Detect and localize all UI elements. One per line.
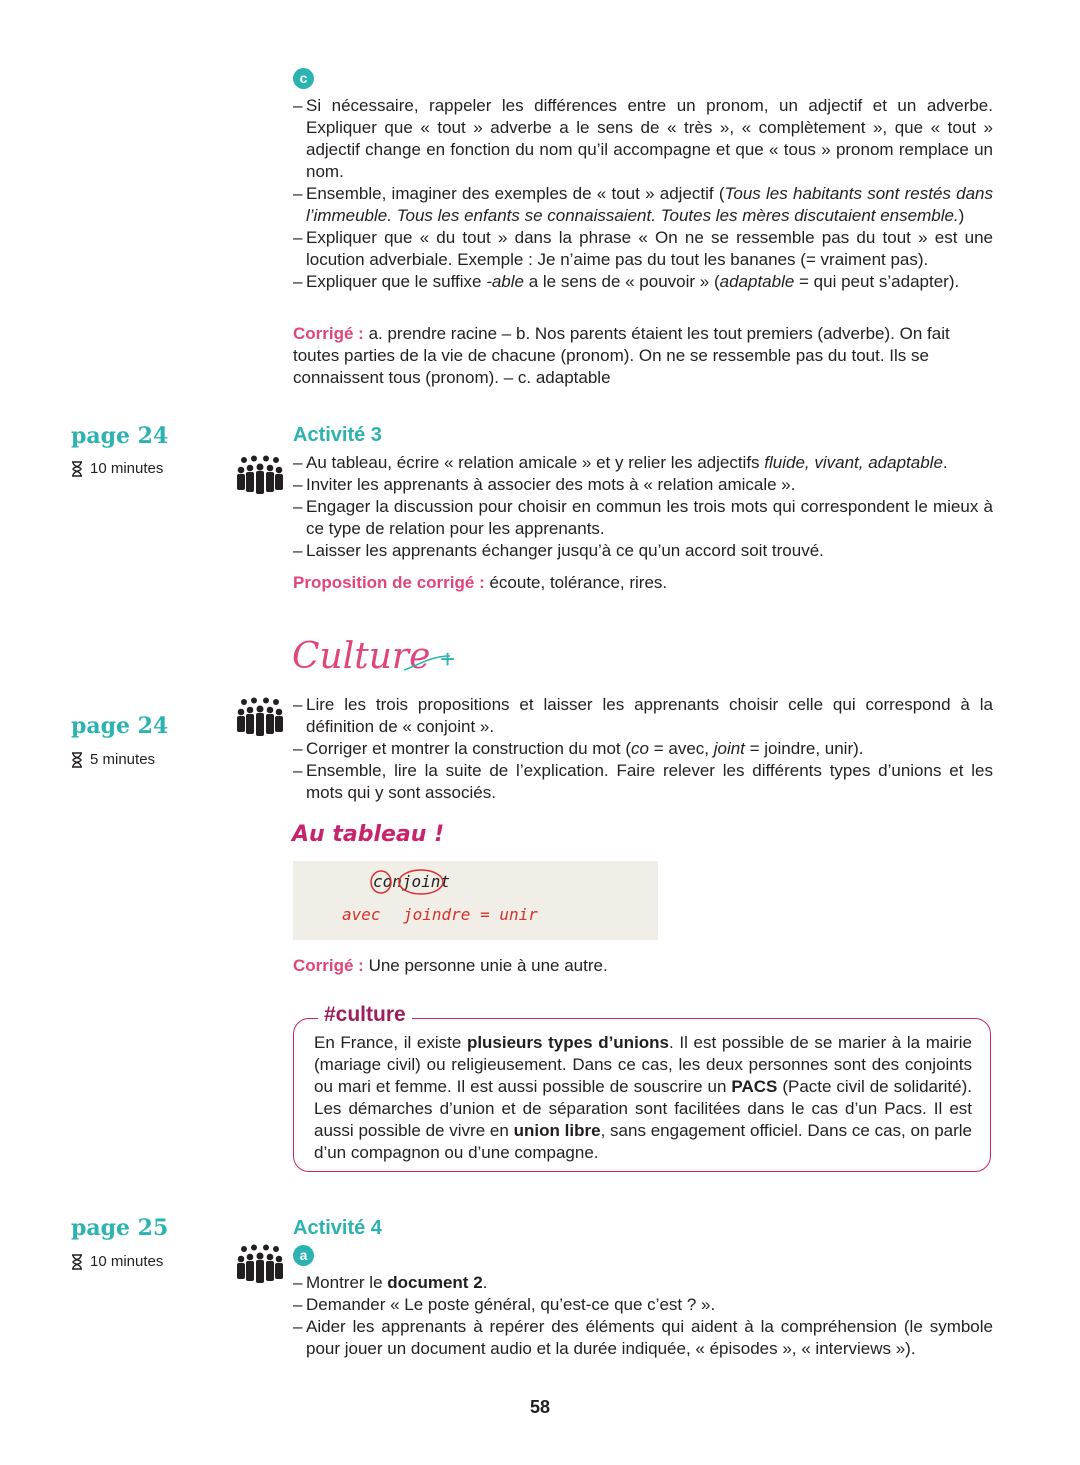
text-run: (Pacte civil de solidarité). Les démarches d’union et de séparation sont facilitées dans le cas d’un Pacs. Il est aussi possible de vivre en xyxy=(314,1077,972,1140)
page-ref-activite4: page 25 xyxy=(71,1215,169,1241)
hourglass-icon xyxy=(71,752,83,768)
list-item: – Lire les trois propositions et laisser les apprenants choisir celle qui correspond à la définition de « conjoint ». xyxy=(293,694,993,738)
activite3-proposition xyxy=(293,572,993,594)
duration-text: 5 minutes xyxy=(90,751,156,768)
text-run: Montrer le xyxy=(306,1273,388,1292)
board-word: conjoint xyxy=(373,872,451,891)
text-run: . xyxy=(482,1273,488,1292)
page-ref-activite3: page 24 xyxy=(71,423,169,449)
proposition-label: Proposition de corrigé : xyxy=(293,573,485,592)
board-right: joindre = unir xyxy=(403,905,538,924)
page-number: 58 xyxy=(529,1397,551,1417)
culture-list xyxy=(293,694,993,804)
culture-box-text xyxy=(314,1032,972,1164)
section-c-badge: c xyxy=(293,68,314,89)
culture-title-text: Culture xyxy=(292,636,431,677)
text-bold: union libre xyxy=(513,1121,601,1140)
group-work-icon xyxy=(236,455,284,495)
culture-corrige xyxy=(293,955,993,977)
list-item: – Expliquer que « du tout » dans la phrase « On ne se ressemble pas du tout » est une locution adverbiale. Exemple : Je n’aime pas du tout les bananes (= vraiment pas). xyxy=(293,227,993,271)
corrige-text: Une personne unie à une autre. xyxy=(363,956,608,975)
text-run: , sans engagement officiel. Dans ce cas, on parle d’un compagnon ou d’une compagne. xyxy=(314,1121,972,1162)
corrige-label: Corrigé : xyxy=(293,956,364,975)
section-c-list xyxy=(293,95,993,293)
duration-text: 10 minutes xyxy=(90,1253,164,1270)
duration-activite4 xyxy=(71,1251,163,1273)
activity-title: Activité 3 xyxy=(293,424,382,446)
list-item: – Inviter les apprenants à associer des mots à « relation amicale ». xyxy=(293,474,993,496)
list-item: – Si nécessaire, rappeler les différences entre un pronom, un adjectif et un adverbe. Expliquer que « tout » adverbe a le sens de « très », « complètement », que « tout » adjectif change en fonction du nom qu’il accompagne et que « tous » pronom remplace un nom. xyxy=(293,95,993,183)
activite3-list xyxy=(293,452,993,562)
list-item: – Corriger et montrer la construction du mot (co = avec, joint = joindre, unir). xyxy=(293,738,993,760)
list-item: – Laisser les apprenants échanger jusqu’à ce qu’un accord soit trouvé. xyxy=(293,540,993,562)
text-bold: plusieurs types d’unions xyxy=(466,1033,670,1052)
text-bold: document 2 xyxy=(387,1273,483,1292)
list-item: – Engager la discussion pour choisir en commun les trois mots qui correspondent le mieux à ce type de relation pour les apprenants. xyxy=(293,496,993,540)
list-item xyxy=(293,1272,993,1294)
duration-culture xyxy=(71,749,155,771)
list-item: – Aider les apprenants à repérer des éléments qui aident à la compréhension (le symbole pour jouer un document audio et la durée indiquée, « épisodes », « interviews »). xyxy=(293,1316,993,1360)
duration-activite3 xyxy=(71,458,163,480)
group-work-icon xyxy=(236,697,284,737)
group-work-icon xyxy=(236,1244,284,1284)
page-ref-culture: page 24 xyxy=(71,713,169,739)
duration-text: 10 minutes xyxy=(90,460,164,477)
list-item: – Ensemble, lire la suite de l’explication. Faire relever les différents types d’unions et les mots qui y sont associés. xyxy=(293,760,993,804)
list-item: – Ensemble, imaginer des exemples de « tout » adjectif (Tous les habitants sont restés dans l’immeuble. Tous les enfants se connaissaient. Toutes les mères discutaient ensemble.) xyxy=(293,183,993,227)
culture-box-label: #culture xyxy=(318,1004,412,1026)
list-item: – Demander « Le poste général, qu’est-ce que c’est ? ». xyxy=(293,1294,993,1316)
culture-plus-title xyxy=(292,632,492,682)
corrige-text: a. prendre racine – b. Nos parents étaient les tout premiers (adverbe). On fait toutes parties de la vie de chacune (pronom). On ne se ressemble pas du tout. Ils se connaissent tous (pronom). – c. adaptable xyxy=(293,324,950,387)
hourglass-icon xyxy=(71,461,83,477)
section-c-corrige xyxy=(293,323,993,389)
text-bold: PACS xyxy=(731,1077,778,1096)
section-a-badge: a xyxy=(293,1245,314,1266)
text-run: . Il est possible de se marier à la mairie (mariage civil) ou religieusement. Dans ce cas, les deux personnes sont des conjoints ou mari et femme. Il est aussi possible de souscrire un xyxy=(314,1033,972,1096)
proposition-text: écoute, tolérance, rires. xyxy=(484,573,668,592)
board xyxy=(293,861,658,940)
hourglass-icon xyxy=(71,1254,83,1270)
board-heading: Au tableau ! xyxy=(292,822,445,847)
list-item: – Au tableau, écrire « relation amicale » et y relier les adjectifs fluide, vivant, adaptable. xyxy=(293,452,993,474)
activity-title: Activité 4 xyxy=(293,1217,382,1239)
culture-plus-sign: + xyxy=(440,644,456,674)
board-left: avec xyxy=(342,905,381,924)
activite4-list xyxy=(293,1272,993,1360)
text-run: En France, il existe xyxy=(314,1033,467,1052)
board-circles xyxy=(369,867,449,897)
list-item: – Expliquer que le suffixe -able a le sens de « pouvoir » (adaptable = qui peut s’adapter). xyxy=(293,271,993,293)
corrige-label: Corrigé : xyxy=(293,324,364,343)
